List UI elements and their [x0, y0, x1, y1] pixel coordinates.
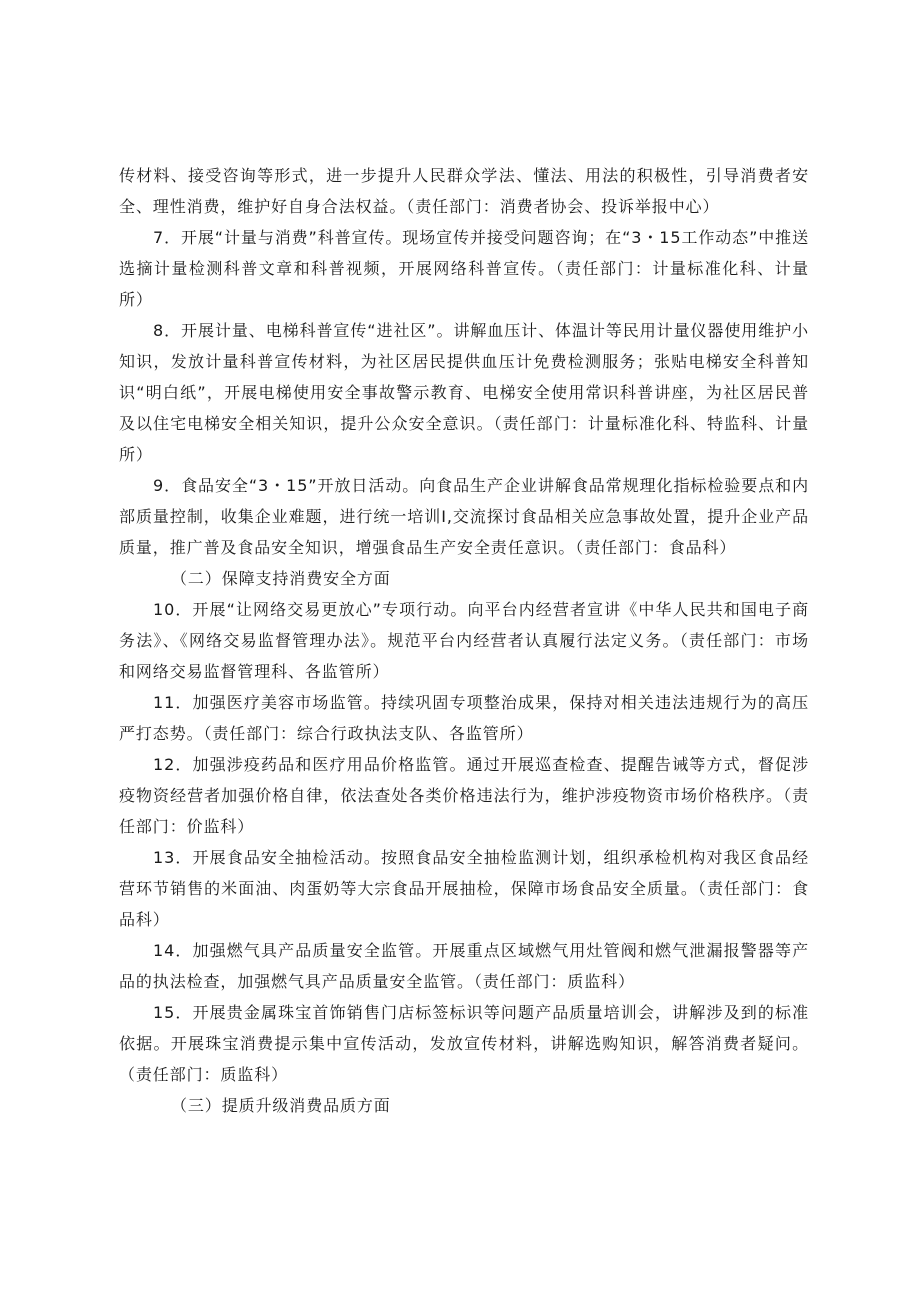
paragraph-item-10: 10．开展“让网络交易更放心”专项行动。向平台内经营者宣讲《中华人民共和国电子商务法》、《网络交易监督管理办法》。规范平台内经营者认真履行法定义务。（责任部门：市场和网络交易监督管理科、各监管所）: [119, 600, 809, 681]
paragraph-item-11: 11．加强医疗美容市场监管。持续巩固专项整治成果，保持对相关违法违规行为的高压严打态势。（责任部门：综合行政执法支队、各监管所）: [119, 693, 809, 743]
document-body: [119, 160, 809, 1121]
paragraph-item-15: 15．开展贵金属珠宝首饰销售门店标签标识等问题产品质量培训会，讲解涉及到的标准依据。开展珠宝消费提示集中宣传活动，发放宣传材料，讲解选购知识，解答消费者疑问。（责任部门：质监科）: [119, 1003, 809, 1084]
paragraph-item-13: 13．开展食品安全抽检活动。按照食品安全抽检监测计划，组织承检机构对我区食品经营环节销售的米面油、肉蛋奶等大宗食品开展抽检，保障市场食品安全质量。（责任部门：食品科）: [119, 848, 809, 929]
section-heading-2: （二）保障支持消费安全方面: [171, 569, 391, 588]
paragraph-item-7: 7．开展“计量与消费”科普宣传。现场宣传并接受问题咨询；在“3・15工作动态”中推送选摘计量检测科普文章和科普视频，开展网络科普宣传。（责任部门：计量标准化科、计量所）: [119, 228, 809, 309]
paragraph-item-8: 8．开展计量、电梯科普宣传“进社区”。讲解血压计、体温计等民用计量仪器使用维护小知识，发放计量科普宣传材料，为社区居民提供血压计免费检测服务；张贴电梯安全科普知识“明白纸”，开展电梯使用安全事故警示教育、电梯安全使用常识科普讲座，为社区居民普及以住宅电梯安全相关知识，提升公众安全意识。（责任部门：计量标准化科、特监科、计量所）: [119, 321, 809, 464]
section-heading-3: （三）提质升级消费品质方面: [171, 1096, 391, 1115]
paragraph-item-9: 9．食品安全“3・15”开放日活动。向食品生产企业讲解食品常规理化指标检验要点和内部质量控制，收集企业难题，进行统一培训Ⅰ,交流探讨食品相关应急事故处置，提升企业产品质量，推广普及食品安全知识，增强食品生产安全责任意识。（责任部门：食品科）: [119, 476, 809, 557]
paragraph-item-12: 12．加强涉疫药品和医疗用品价格监管。通过开展巡查检查、提醒告诫等方式，督促涉疫物资经营者加强价格自律，依法查处各类价格违法行为，维护涉疫物资市场价格秩序。（责任部门：价监科）: [119, 755, 809, 836]
paragraph-continuation: 传材料、接受咨询等形式，进一步提升人民群众学法、懂法、用法的积极性，引导消费者安全、理性消费，维护好自身合法权益。（责任部门：消费者协会、投诉举报中心）: [119, 166, 809, 216]
paragraph-item-14: 14．加强燃气具产品质量安全监管。开展重点区域燃气用灶管阀和燃气泄漏报警器等产品的执法检查，加强燃气具产品质量安全监管。（责任部门：质监科）: [119, 941, 809, 991]
